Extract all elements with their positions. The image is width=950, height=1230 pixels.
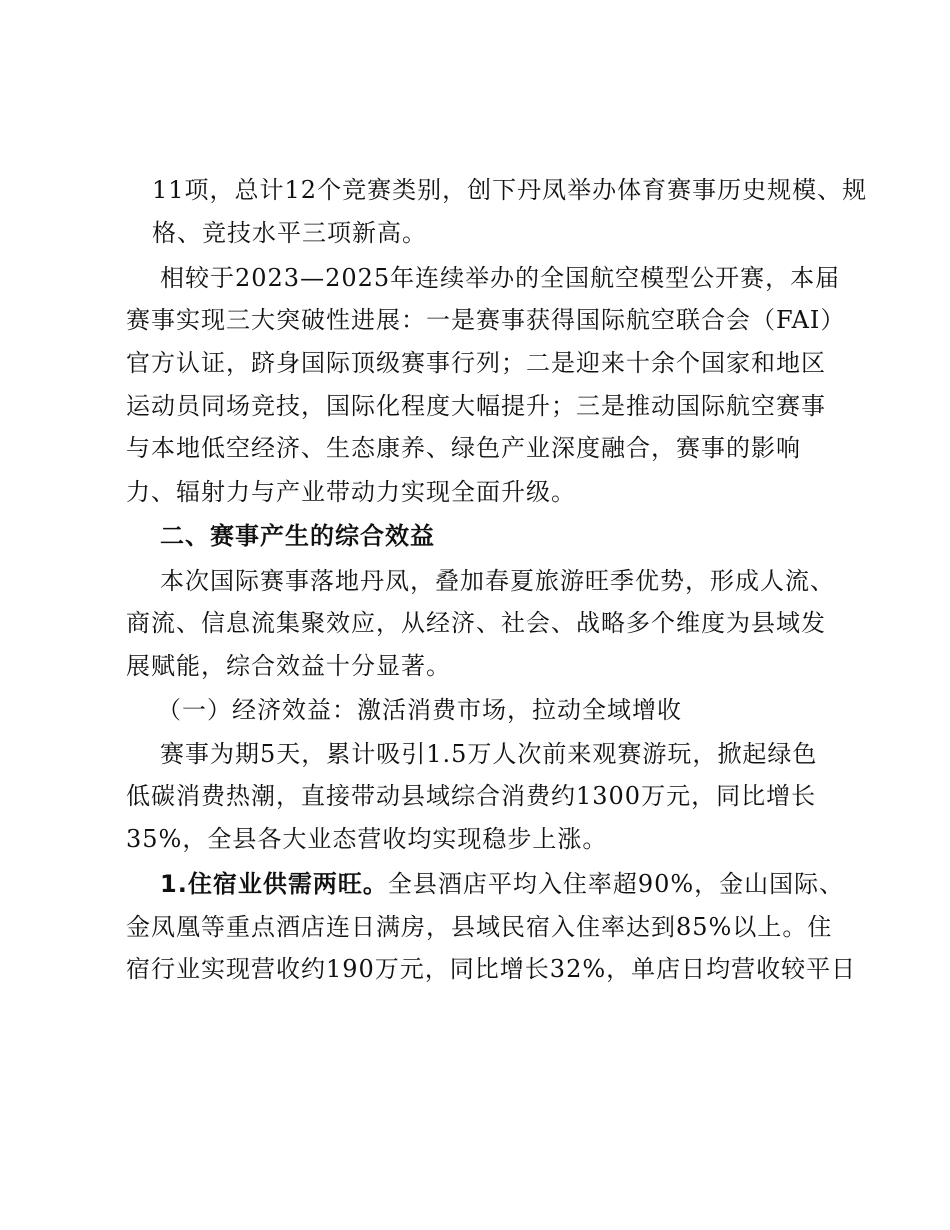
paragraph-2-line-2: 赛事实现三大突破性进展：一是赛事获得国际航空联合会（FAI） (126, 306, 846, 334)
paragraph-2-line-3: 官方认证，跻身国际顶级赛事行列；二是迎来十余个国家和地区 (126, 349, 826, 377)
paragraph-5-line-3: 宿行业实现营收约190万元，同比增长32%，单店日均营收较平日 (126, 955, 857, 983)
paragraph-2-line-4: 运动员同场竞技，国际化程度大幅提升；三是推动国际航空赛事 (126, 392, 826, 420)
paragraph-2-line-6: 力、辐射力与产业带动力实现全面升级。 (126, 478, 576, 506)
paragraph-3-line-1: 本次国际赛事落地丹凤，叠加春夏旅游旺季优势，形成人流、 (160, 567, 835, 595)
paragraph-2-line-5: 与本地低空经济、生态康养、绿色产业深度融合，赛事的影响 (126, 434, 801, 462)
paragraph-5-line-2: 金凤凰等重点酒店连日满房，县域民宿入住率达到85%以上。住 (126, 913, 833, 941)
section-heading: 二、赛事产生的综合效益 (160, 522, 435, 550)
item-heading: 1.住宿业供需两旺。 (160, 870, 388, 898)
paragraph-3-line-2: 商流、信息流集聚效应，从经济、社会、战略多个维度为县域发 (126, 609, 826, 637)
paragraph-1-line-2: 格、竞技水平三项新高。 (152, 219, 427, 247)
subsection-heading: （一）经济效益：激活消费市场，拉动全域增收 (157, 696, 682, 724)
paragraph-2-line-1: 相较于2023—2025年连续举办的全国航空模型公开赛，本届 (160, 264, 841, 292)
paragraph-5-line-1: 1.住宿业供需两旺。全县酒店平均入住率超90%，金山国际、 (0, 864, 950, 904)
paragraph-4-line-3: 35%，全县各大业态营收均实现稳步上涨。 (126, 825, 608, 853)
paragraph-1-line-1: 11项，总计12个竞赛类别，创下丹凤举办体育赛事历史规模、规 (152, 176, 868, 204)
paragraph-4-line-1: 赛事为期5天，累计吸引1.5万人次前来观赛游玩，掀起绿色 (160, 740, 818, 768)
paragraph-3-line-3: 展赋能，综合效益十分显著。 (126, 652, 451, 680)
paragraph-4-line-2: 低碳消费热潮，直接带动县域综合消费约1300万元，同比增长 (126, 782, 817, 810)
